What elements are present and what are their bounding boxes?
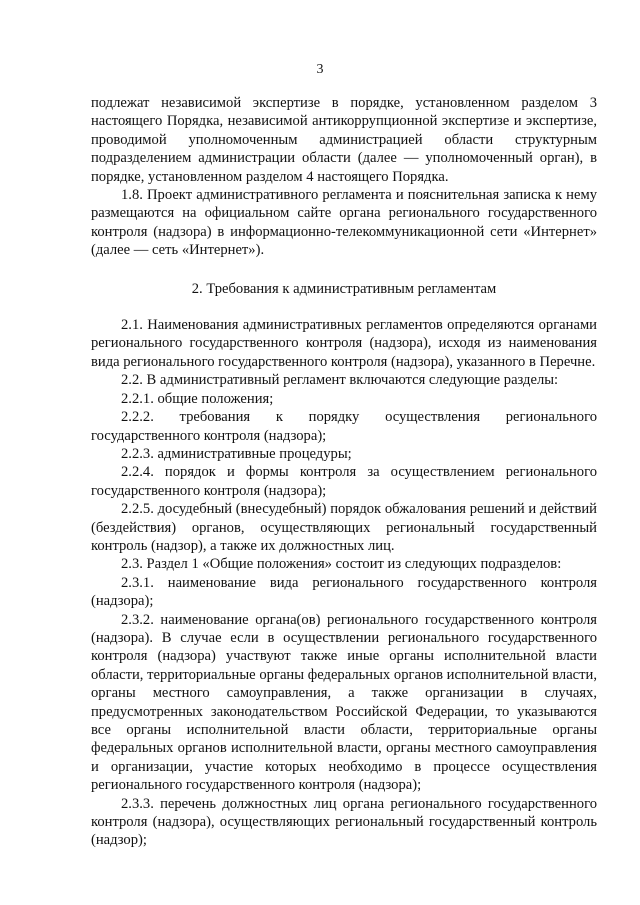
- page-number: 3: [316, 62, 324, 77]
- paragraph-2-2-4: 2.2.4. порядок и формы контроля за осуществлением регионального государственного контроля (надзора);: [91, 464, 597, 499]
- paragraph-2-3-1: 2.3.1. наименование вида регионального государственного контроля (надзора);: [91, 574, 597, 610]
- paragraph-2-1: 2.1. Наименования административных регламентов определяются органами регионального государственного контроля (надзора), исходя из наименования вида регионального государственного контроля (надзора), указанного в Перечне.: [91, 317, 597, 370]
- paragraph-2-2-1: 2.2.1. общие положения;: [121, 390, 274, 407]
- paragraph-continuation: подлежат независимой экспертизе в порядке, установленном разделом 3 настоящего Порядка, независимой антикоррупционной экспертизе и экспертизе, проводимой уполномоченным администрацией области структурным подразделением администрации области (далее — уполномоченный орган), в порядке, установленном разделом 4 настоящего Порядка.: [91, 95, 597, 185]
- section-heading-2: 2. Требования к административным регламентам: [191, 280, 497, 297]
- paragraph-2-2-3: 2.2.3. административные процедуры;: [121, 445, 352, 462]
- paragraph-2-3-2: 2.3.2. наименование органа(ов) регионального государственного контроля (надзора). В случае если в осуществлении регионального государственного контроля (надзора) участвуют также иные органы исполнительной власти области, территориальные органы федеральных органов исполнительной власти, органы местного самоуправления, а также организации в случаях, предусмотренных законодательством Российской Федерации, то указываются все органы исполнительной власти области, территориальные органы федеральных органов исполнительной власти, органы местного самоуправления и организации, участие которых необходимо в процессе осуществления регионального государственного контроля (надзора);: [91, 611, 597, 794]
- paragraph-2-2-2: 2.2.2. требования к порядку осуществления регионального государственного контроля (надзора);: [91, 409, 597, 444]
- paragraph-1-8: 1.8. Проект административного регламента и пояснительная записка к нему размещаются на официальном сайте органа регионального государственного контроля (надзора) в информационно-телекоммуникационной сети «Интернет» (далее — сеть «Интернет»).: [91, 187, 597, 259]
- paragraph-2-3-3: 2.3.3. перечень должностных лиц органа регионального государственного контроля (надзора), осуществляющих региональный государственный контроль (надзор);: [91, 795, 597, 849]
- document-body: [91, 94, 597, 850]
- paragraph-2-2: 2.2. В административный регламент включаются следующие разделы:: [121, 372, 559, 389]
- paragraph-2-2-5: 2.2.5. досудебный (внесудебный) порядок обжалования решений и действий (бездействия) органов, осуществляющих региональный государственный контроль (надзор), а также их должностных лиц.: [91, 501, 597, 554]
- paragraph-2-3: 2.3. Раздел 1 «Общие положения» состоит из следующих подразделов:: [121, 556, 562, 573]
